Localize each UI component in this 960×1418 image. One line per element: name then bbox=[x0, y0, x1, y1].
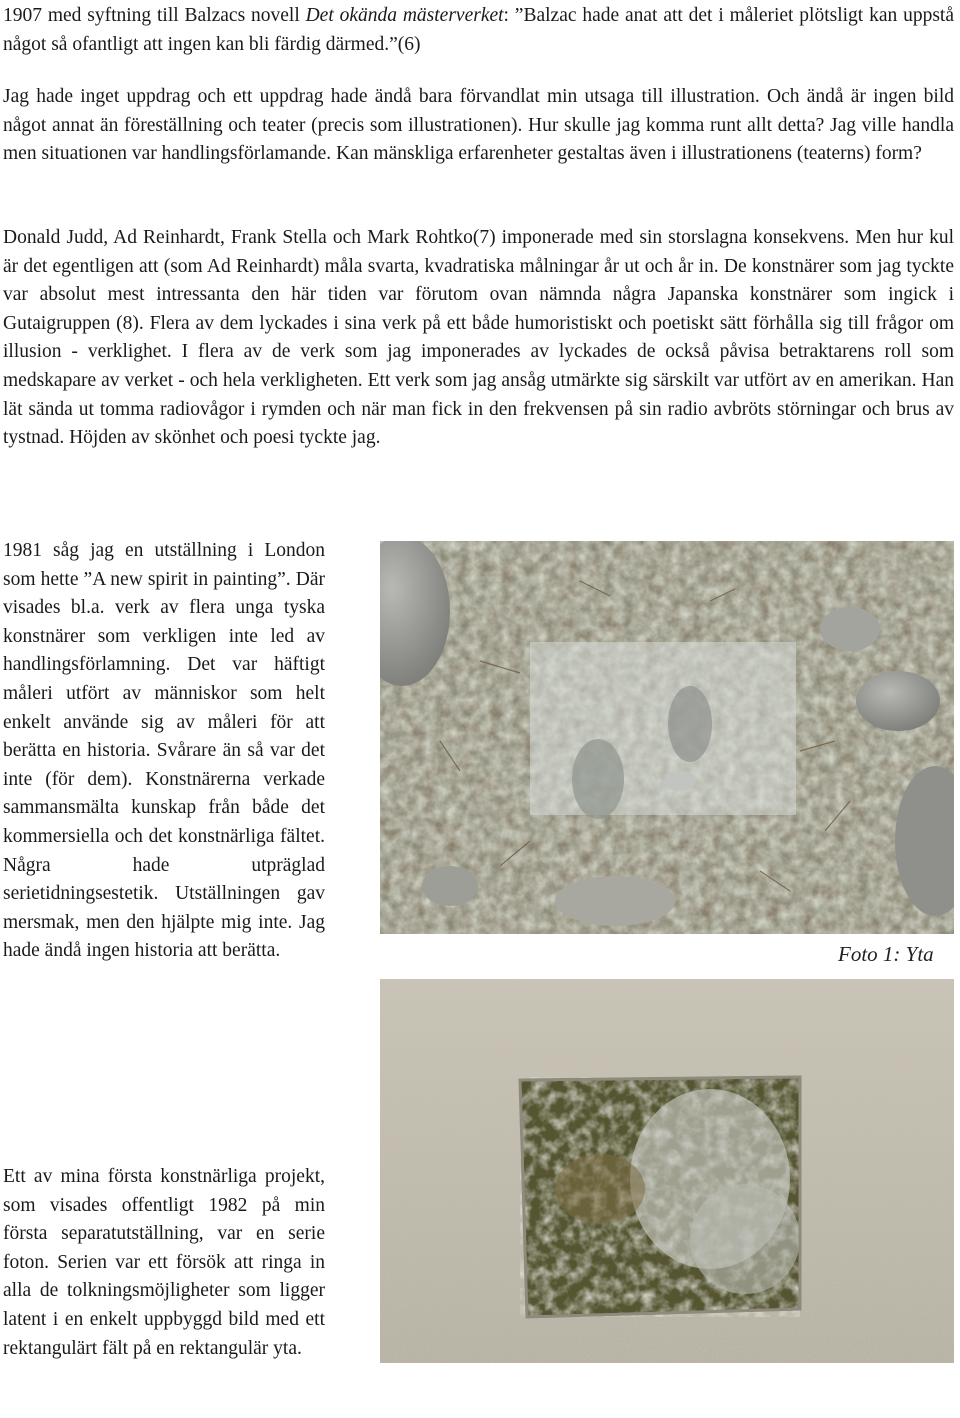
paragraph-influences: Donald Judd, Ad Reinhardt, Frank Stella och Mark Rohtko(7) imponerade med sin storslagna konsekvens. Men hur kul är det egentligen att (som Ad Reinhardt) måla svarta, kvadratiska målningar år ut och år in. De konstnärer som jag tyckte var absolut mest intressanta den här tiden var förutom ovan nämnda några Japanska konstnärer som ingick i Gutaigruppen (8). Flera av dem lyckades i sina verk på ett både humoristiskt och poetiskt sätt förhålla sig till frågor om illusion - verklighet. I flera av de verk som jag imponerades av lyckades de också påvisa betraktarens roll som medskapare av verket - och hela verkligheten. Ett verk som jag ansåg utmärkte sig särskilt var utfört av en amerikan. Han lät sända ut tomma radiovågor i rymden och när man fick in den frekvensen på sin radio avbröts störningar och brus av tystnad. Höjden av skönhet och poesi tyckte jag. bbox=[3, 227, 954, 449]
photo-forest-floor bbox=[380, 541, 954, 934]
concrete-surface-image bbox=[380, 979, 954, 1363]
photo-concrete-opening bbox=[380, 979, 954, 1363]
forest-floor-image bbox=[380, 541, 954, 934]
intro-paragraph bbox=[3, 2, 954, 59]
novel-title: Det okända mästerverket bbox=[305, 5, 504, 26]
intro-text-end: : ”Balzac hade anat att det i måleriet plötsligt kan uppstå något så ofantligt att ingen kan bli färdig därmed.”(6) bbox=[3, 5, 954, 55]
column-text-first-project: Ett av mina första konstnärliga projekt, som visades offentligt 1982 på min första separatutställning, var en serie foton. Serien var ett försök att ringa in alla de tolkningsmöjligheter som ligger latent i en enkelt uppbyggd bild med ett rektangulärt fält på en rektangulär yta. bbox=[3, 1166, 325, 1359]
photo-caption: Foto 1: Yta bbox=[838, 942, 934, 966]
column-text-london: 1981 såg jag en utställning i London som hette ”A new spirit in painting”. Där visades bl.a. verk av flera unga tyska konstnärer som verkligen inte led av handlingsförlamning. Det var häftigt måleri utfört av människor som helt enkelt använde sig av måleri för att berätta en historia. Svårare än så var det inte (för dem). Konstnärerna verkade sammansmälta kunskap från både det kommersiella och det konstnärliga fältet. Några hade utpräglad serietidningsestetik. Utställningen gav mersmak, men den hjälpte mig inte. Jag hade ändå ingen historia att berätta. bbox=[3, 540, 325, 962]
intro-text-start: 1907 med syftning till Balzacs novell bbox=[3, 5, 306, 26]
paragraph-commission: Jag hade inget uppdrag och ett uppdrag hade ändå bara förvandlat min utsaga till illustration. Och ändå är ingen bild något annat än föreställning och teater (precis som illustrationen). Hur skulle jag komma runt allt detta? Jag ville handla men situationen var handlingsförlamande. Kan mänskliga erfarenheter gestaltas även i illustrationens (teaterns) form? bbox=[3, 86, 954, 165]
